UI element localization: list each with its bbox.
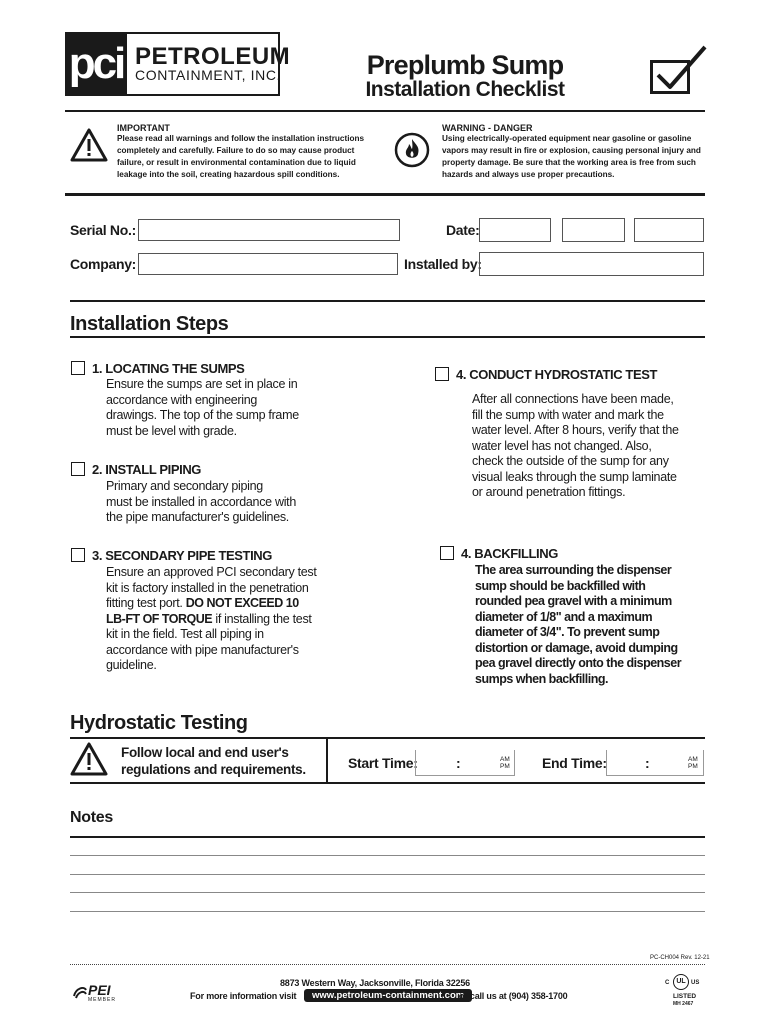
torque-warning-cont: LB-FT OF TORQUE	[106, 611, 213, 626]
date-month-input[interactable]	[479, 218, 551, 242]
pei-swirl-icon	[72, 984, 88, 1000]
website-link[interactable]: www.petroleum-containment.com	[304, 989, 472, 1002]
fire-hazard-icon	[394, 132, 430, 168]
hydro-bottom-rule	[70, 782, 705, 784]
end-time-colon: :	[645, 755, 650, 771]
important-title: IMPORTANT	[117, 123, 170, 133]
hydro-divider	[326, 737, 328, 783]
page-title: Preplumb Sump	[366, 50, 564, 80]
company-label: Company:	[70, 256, 137, 272]
date-day-input[interactable]	[562, 218, 625, 242]
notes-line-2[interactable]	[70, 855, 705, 856]
step-4-backfill-heading: 4. BACKFILLING	[461, 546, 558, 561]
step-4-backfill-text: The area surrounding the dispenser sump should be backfilled with rounded pea gravel with a minimum diameter of 1/8" and a maximum diameter of 3/4". To prevent sump distortion or damage, avoid dumping pea gravel directly onto the dispenser sumps when backfilling.	[475, 563, 682, 686]
installed-by-input[interactable]	[479, 252, 704, 276]
start-time-label: Start Time:	[348, 755, 418, 771]
fields-divider	[70, 300, 705, 302]
company-name-sub: CONTAINMENT, INC.	[135, 67, 282, 83]
notes-line-3[interactable]	[70, 874, 705, 875]
start-time-colon: :	[456, 755, 461, 771]
step-4-backfill-checkbox[interactable]	[440, 546, 454, 560]
ul-listed-mark: C UL US LISTED MH 2467	[665, 974, 710, 1014]
doc-code: PC-CH004 Rev. 12-21	[650, 955, 710, 961]
hydro-warning-line1: Follow local and end user's	[121, 745, 289, 760]
footer-info-text: For more information visit	[190, 991, 297, 1001]
step-1-text: Ensure the sumps are set in place in accordance with engineering drawings. The top of the sump frame must be level with grade.	[106, 377, 299, 438]
step-4-hydro-heading: 4. CONDUCT HYDROSTATIC TEST	[456, 367, 658, 382]
danger-text: Using electrically-operated equipment near gasoline or gasoline vapors may result in fire or explosion, causing personal injury and property damage. Be sure that the working area is free from such hazards and always use proper precautions.	[442, 134, 701, 179]
step-4-hydro-text: After all connections have been made, fill the sump with water and mark the water level. After 8 hours, verify that the water level has not changed. Also, check the outside of the sump for any visual leaks through the sump laminate or around penetration fittings.	[472, 392, 679, 499]
end-time-label: End Time:	[542, 755, 607, 771]
header-divider	[65, 110, 705, 112]
hydro-top-rule	[70, 737, 705, 739]
hydrostatic-testing-title: Hydrostatic Testing	[70, 712, 248, 734]
important-text: Please read all warnings and follow the installation instructions completely and carefully. Failure to do so may cause product failure, or result in environmental contamination due to liquid leakage into the soil, creating hazardous spill conditions.	[117, 134, 365, 179]
step-3-checkbox[interactable]	[71, 548, 85, 562]
installation-steps-title: Installation Steps	[70, 313, 229, 335]
company-logo-mark: pci	[65, 32, 127, 96]
torque-warning: DO NOT EXCEED 10	[185, 596, 299, 610]
start-ampm[interactable]: AM PM	[500, 756, 510, 770]
step-2-text: Primary and secondary piping must be installed in accordance with the pipe manufacturer's guidelines.	[106, 479, 296, 524]
step-2-heading: 2. INSTALL PIPING	[92, 462, 202, 477]
step-4-hydro-checkbox[interactable]	[435, 367, 449, 381]
danger-title: WARNING - DANGER	[442, 123, 533, 133]
notes-line-1[interactable]	[70, 836, 705, 838]
notes-line-4[interactable]	[70, 892, 705, 893]
warning-divider	[65, 193, 705, 196]
hydro-warning-line2: regulations and requirements.	[121, 762, 306, 777]
step-1-checkbox[interactable]	[71, 361, 85, 375]
installed-by-label: Installed by:	[404, 256, 482, 272]
company-input[interactable]	[138, 253, 398, 275]
step-2-checkbox[interactable]	[71, 462, 85, 476]
serial-label: Serial No.:	[70, 222, 136, 238]
step-3-text: Ensure an approved PCI secondary test kit is factory installed in the penetration fitting test port. DO NOT EXCEED 10 LB-FT OF TORQUE if installing the test kit in the field. Test all piping in accordance with pipe manufacturer's guideline.	[106, 565, 317, 672]
notes-line-5[interactable]	[70, 911, 705, 912]
ul-icon: UL	[673, 974, 689, 990]
end-ampm[interactable]: AM PM	[688, 756, 698, 770]
footer-phone[interactable]: or call us at (904) 358-1700	[459, 991, 568, 1001]
notes-title: Notes	[70, 809, 113, 826]
warning-triangle-icon	[70, 128, 108, 162]
checkmark-icon	[650, 42, 710, 97]
date-label: Date:	[446, 222, 480, 238]
company-name: PETROLEUM	[135, 43, 291, 70]
step-1-heading: 1. LOCATING THE SUMPS	[92, 361, 245, 376]
serial-input[interactable]	[138, 219, 400, 241]
installation-steps-underline	[70, 336, 705, 338]
date-year-input[interactable]	[634, 218, 704, 242]
footer-address: 8873 Western Way, Jacksonville, Florida 32256	[280, 978, 470, 988]
warning-triangle-icon	[70, 742, 108, 776]
step-3-heading: 3. SECONDARY PIPE TESTING	[92, 548, 272, 563]
footer-divider	[70, 964, 705, 965]
page-subtitle: Installation Checklist	[365, 78, 565, 101]
